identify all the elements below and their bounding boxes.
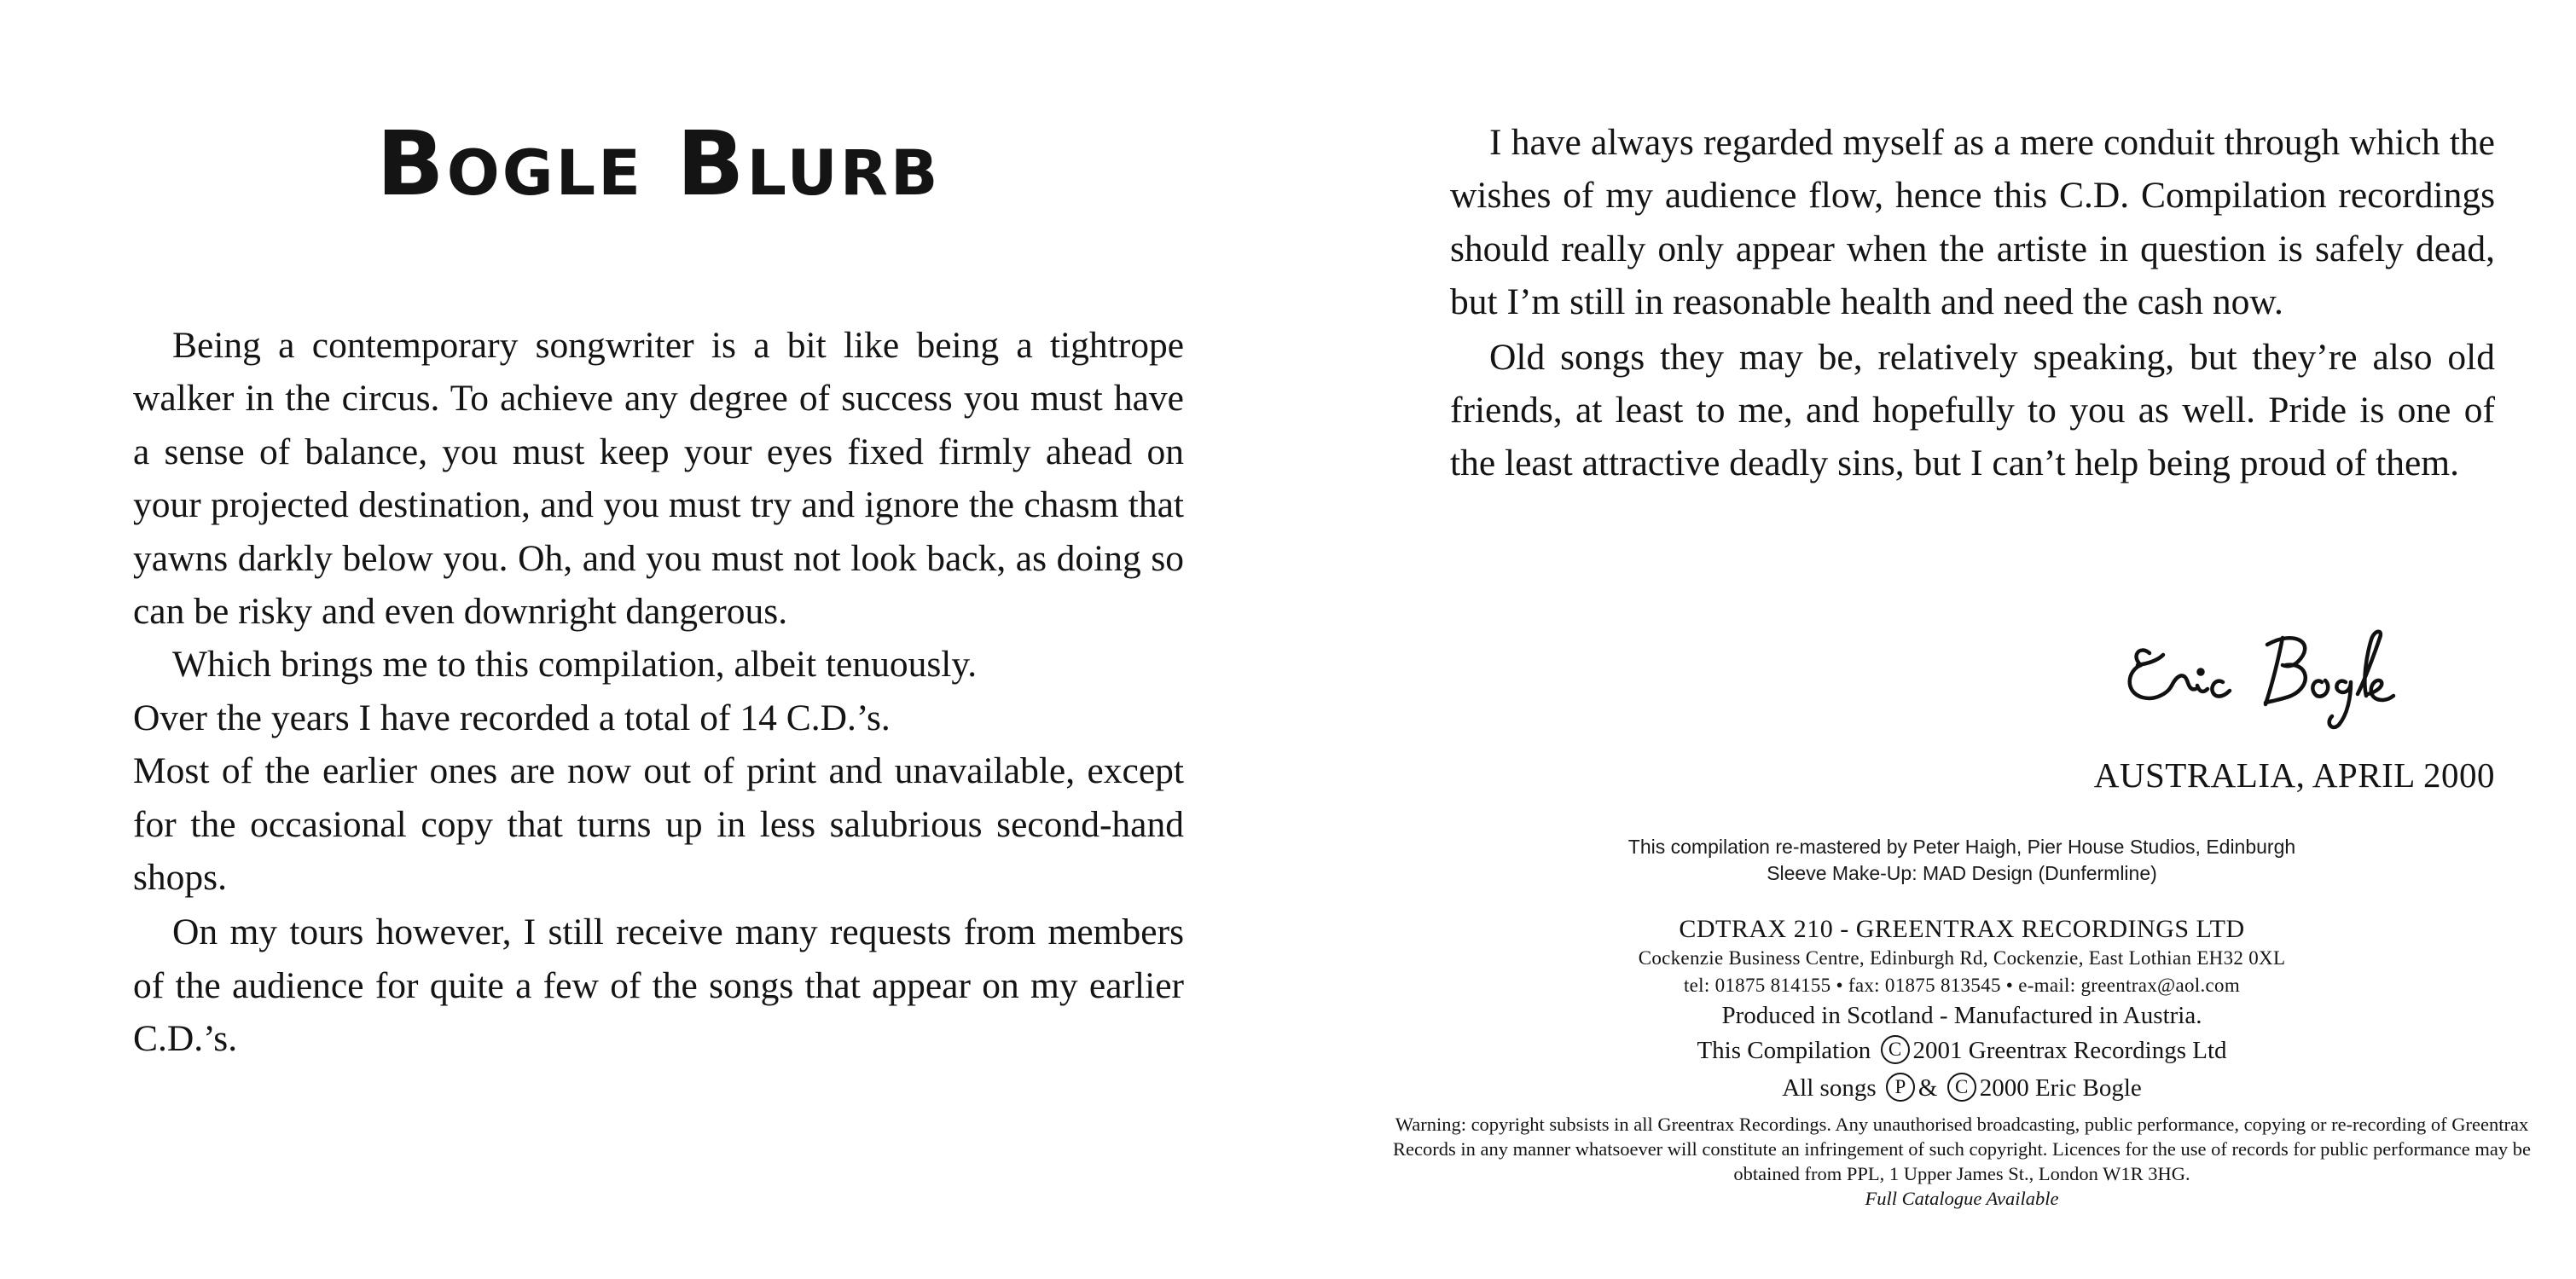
page-title: Bogle Blurb [376,112,941,216]
compilation-copyright-suffix: 2001 Greentrax Recordings Ltd [1912,1037,2227,1064]
compilation-copyright-prefix: This Compilation [1697,1037,1871,1064]
dateline: AUSTRALIA, APRIL 2000 [2093,755,2495,795]
production-note: Produced in Scotland - Manufactured in Austria. [1721,1002,2202,1029]
blurb-continued [1450,116,2495,490]
label-contact: tel: 01875 814155 • fax: 01875 813545 • e-mail: greentrax@aol.com [1683,975,2241,996]
compilation-copyright [1365,1032,2559,1069]
sleeve-credit: Sleeve Make-Up: MAD Design (Dunfermline) [1767,862,2157,884]
songs-ampersand: & [1917,1074,1938,1102]
songs-copyright-suffix: 2000 Eric Bogle [1979,1074,2142,1102]
songs-copyright-prefix: All songs [1782,1074,1877,1102]
copyright-symbol: C [1881,1035,1910,1064]
songs-copyright [1365,1069,2559,1107]
remaster-credit: This compilation re-mastered by Peter Haigh, Pier House Studios, Edinburgh [1627,836,2296,858]
label-address: Cockenzie Business Centre, Edinburgh Rd, Cockenzie, East Lothian EH32 0XL [1638,947,2286,969]
blurb-paragraph: Which brings me to this compilation, albeit tenuously. [172,644,978,686]
blurb-paragraph: Over the years I have recorded a total of 14 C.D.’s. [133,697,891,738]
catalogue-availability: Full Catalogue Available [1865,1188,2059,1209]
blurb-body [133,319,1184,1066]
copyright-symbol: C [1947,1073,1976,1102]
blurb-paragraph: I have always regarded myself as a mere conduit through which the wishes of my audience flow, hence this C.D. Compilation recordings should really only appear when the artiste in question is safely dead, but I’m still in reasonable health and need the cash now. [1450,122,2495,323]
left-panel [133,0,1184,1279]
catalogue-number: CDTRAX 210 - GREENTRAX RECORDINGS LTD [1679,915,2245,943]
blurb-paragraph: On my tours however, I still receive many requests from members of the audience for quite a few of the songs that appear on my earlier C.D.’s. [133,912,1184,1060]
blurb-paragraph: Old songs they may be, relatively speaking, but they’re also old friends, at least to me, and hopefully to you as well. Pride is one of the least attractive deadly sins, but I can’t help being proud of them. [1450,336,2495,484]
copyright-warning: Warning: copyright subsists in all Greentrax Recordings. Any unauthorised broadcasting, public performance, copying or re-recording of Greentrax Records in any manner whatsoever will constitute an infringement of such copyright. Licences for the use of records for public performance may be obtained from PPL, 1 Upper James St., London W1R 3HG. [1393,1114,2531,1184]
blurb-paragraph: Being a contemporary songwriter is a bit like being a tightrope walker in the circus. To achieve any degree of success you must have a sense of balance, you must keep your eyes fixed firmly ahead on your projected destination, and you must try and ignore the chasm that yawns darkly below you. Oh, and you must not look back, as doing so can be risky and even downright dangerous. [133,325,1184,633]
blurb-paragraph: Most of the earlier ones are now out of print and unavailable, except for the occasional copy that turns up in less salubrious second-hand shops. [133,750,1184,899]
credits-block [1365,834,2559,1211]
phonogram-symbol: P [1886,1073,1915,1102]
signature [2115,604,2422,740]
